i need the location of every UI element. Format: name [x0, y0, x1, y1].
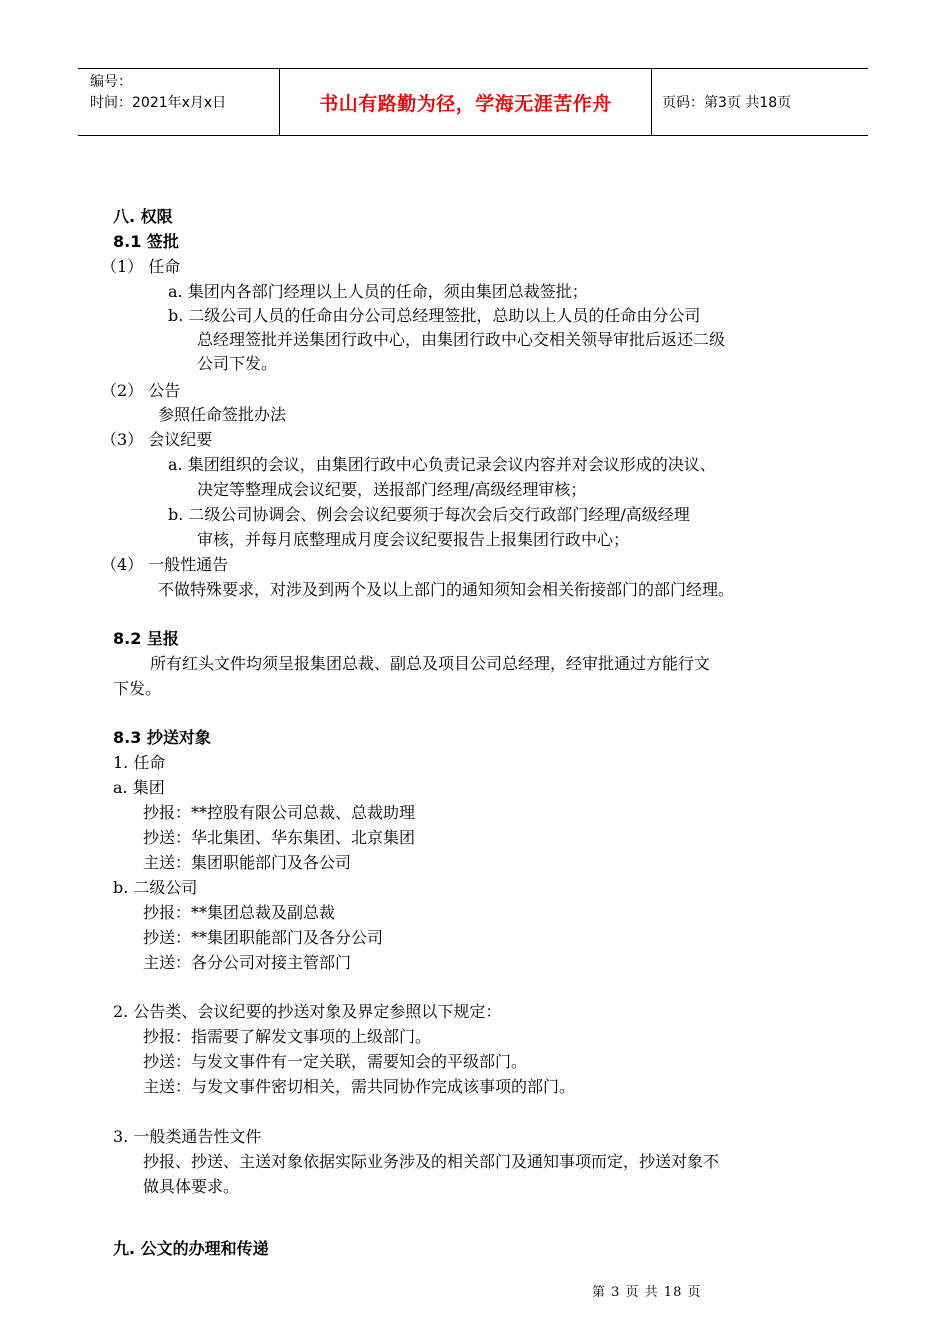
text-line: （4） 一般性通告 [101, 555, 229, 574]
text-line: 抄送：华北集团、华东集团、北京集团 [143, 828, 416, 847]
text-line: 参照任命签批办法 [158, 405, 287, 424]
header-meta [78, 69, 280, 135]
section-heading: 8.3 抄送对象 [113, 728, 211, 747]
text-line: 下发。 [113, 679, 162, 698]
text-line: 抄送：与发文事件有一定关联，需要知会的平级部门。 [143, 1052, 528, 1071]
text-line: 抄报、抄送、主送对象依据实际业务涉及的相关部门及通知事项而定，抄送对象不 [143, 1152, 720, 1171]
text-line: 主送：与发文事件密切相关，需共同协作完成该事项的部门。 [143, 1077, 576, 1096]
text-line: （1） 任命 [101, 257, 181, 276]
text-line: 抄送：**集团职能部门及各分公司 [143, 928, 384, 947]
page-header [78, 68, 868, 136]
text-line: a. 集团内各部门经理以上人员的任命，须由集团总裁签批； [168, 282, 588, 301]
text-line: b. 二级公司 [113, 878, 198, 897]
section-heading: 8.2 呈报 [113, 629, 179, 648]
text-line: a. 集团 [113, 778, 165, 797]
text-line: 1. 任命 [113, 753, 166, 772]
text-line: 总经理签批并送集团行政中心，由集团行政中心交相关领导审批后返还二级 [197, 330, 726, 349]
section-heading: 8.1 签批 [113, 232, 179, 251]
section-heading: 九. 公文的办理和传递 [113, 1239, 269, 1258]
text-line: 3. 一般类通告性文件 [113, 1127, 262, 1146]
text-line: 抄报：**控股有限公司总裁、总裁助理 [143, 803, 416, 822]
text-line: 不做特殊要求，对涉及到两个及以上部门的通知须知会相关衔接部门的部门经理。 [158, 580, 735, 599]
text-line: 决定等整理成会议纪要，送报部门经理/高级经理审核； [197, 480, 587, 499]
header-motto: 书山有路勤为径，学海无涯苦作舟 [280, 69, 652, 135]
text-line: 审核，并每月底整理成月度会议纪要报告上报集团行政中心； [197, 530, 630, 549]
text-line: 主送：集团职能部门及各公司 [143, 853, 352, 872]
page-footer: 第 3 页 共 18 页 [592, 1285, 702, 1300]
text-line: 抄报：指需要了解发文事项的上级部门。 [143, 1027, 432, 1046]
text-line: a. 集团组织的会议，由集团行政中心负责记录会议内容并对会议形成的决议、 [168, 455, 716, 474]
text-line: 主送：各分公司对接主管部门 [143, 953, 352, 972]
text-line: 所有红头文件均须呈报集团总裁、副总及项目公司总经理，经审批通过方能行文 [150, 654, 711, 673]
text-line: 公司下发。 [197, 354, 278, 373]
header-page-number: 页码：第3页 共18页 [662, 95, 792, 111]
text-line: 抄报：**集团总裁及副总裁 [143, 903, 336, 922]
text-line: 做具体要求。 [143, 1177, 240, 1196]
text-line: （3） 会议纪要 [101, 430, 213, 449]
document-date-label: 时间：2021年x月x日 [90, 95, 227, 111]
document-number-label: 编号： [90, 74, 132, 90]
text-line: （2） 公告 [101, 381, 181, 400]
text-line: 2. 公告类、会议纪要的抄送对象及界定参照以下规定： [113, 1002, 502, 1021]
text-line: b. 二级公司人员的任命由分公司总经理签批，总助以上人员的任命由分公司 [168, 306, 701, 325]
text-line: b. 二级公司协调会、例会会议纪要须于每次会后交行政部门经理/高级经理 [168, 505, 690, 524]
section-heading: 八. 权限 [113, 207, 173, 226]
